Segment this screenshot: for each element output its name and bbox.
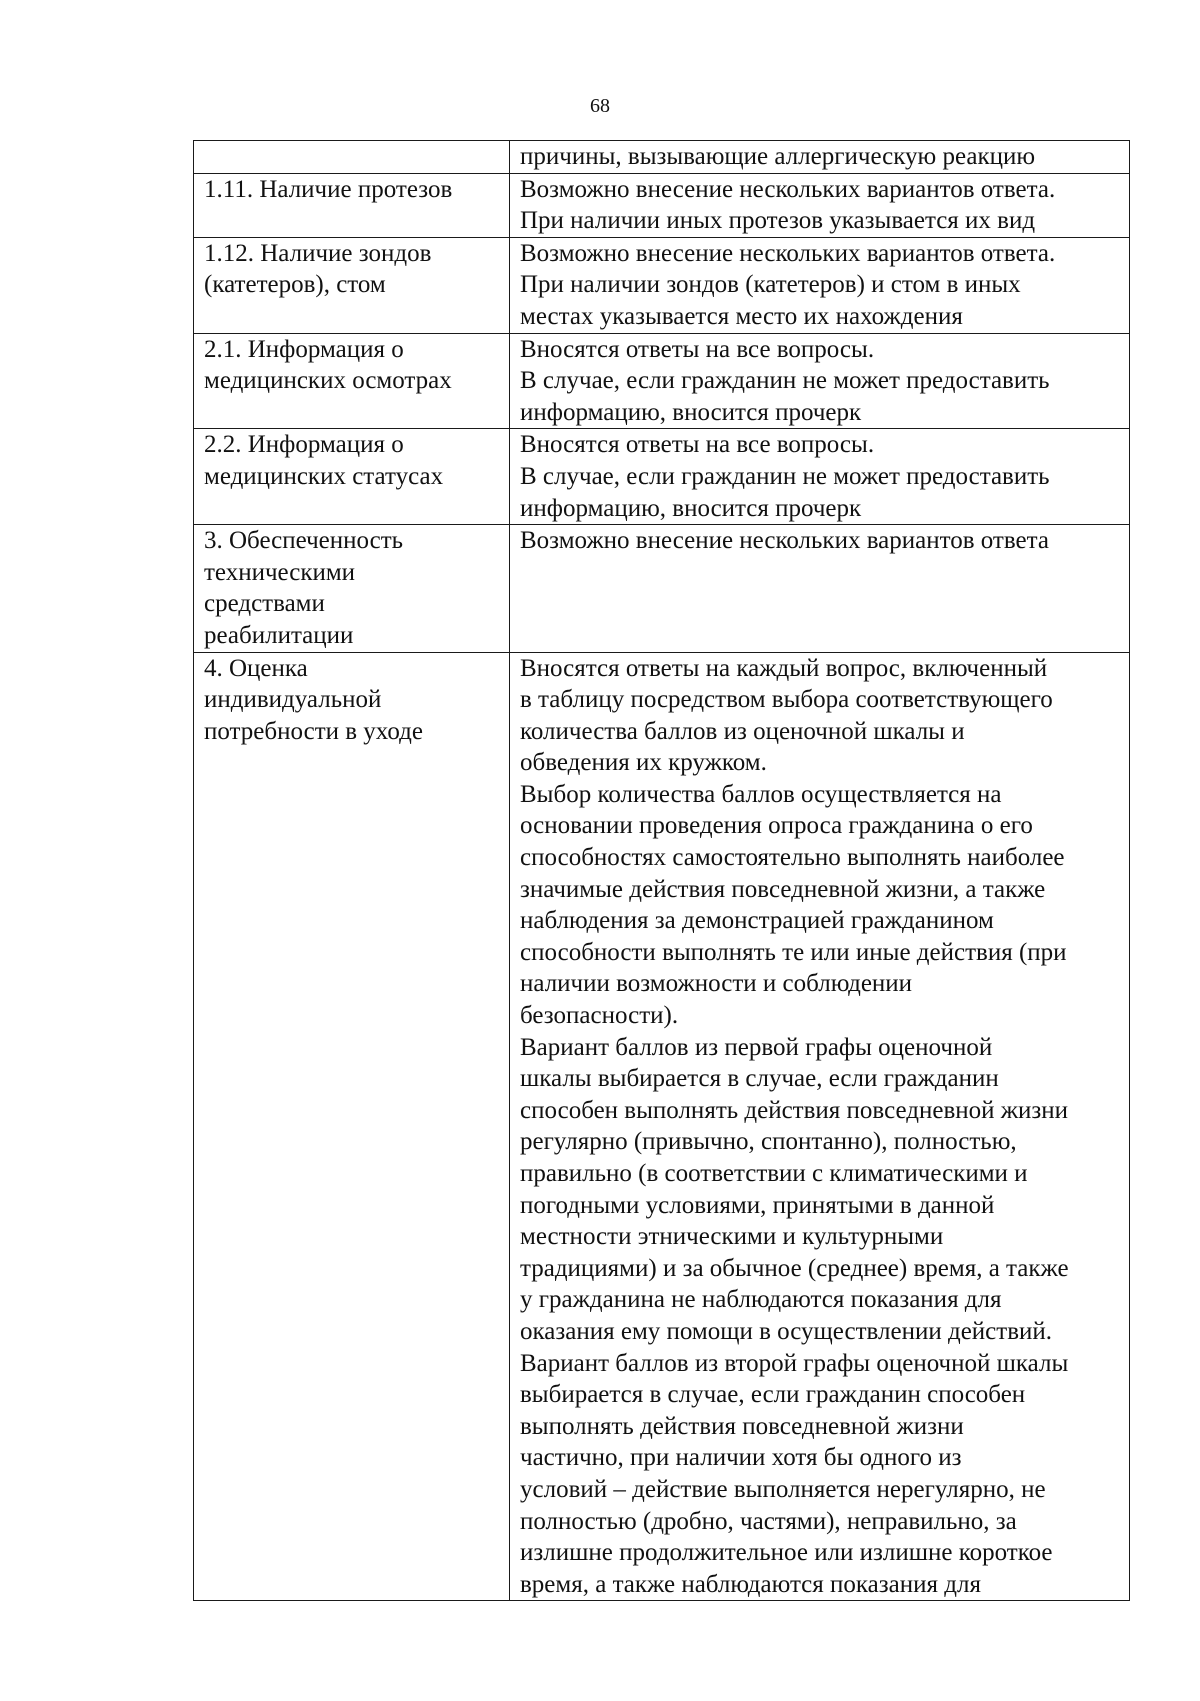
description-line: шкалы выбирается в случае, если гражданин [520,1065,999,1093]
description-line: Выбор количества баллов осуществляется на [520,780,1002,808]
description-line: Возможно внесение нескольких вариантов ответа. [520,239,1056,267]
parameter-line: (катетеров), стом [204,271,386,299]
description-line: При наличии зондов (катетеров) и стом в иных [520,271,1021,299]
description-line: наличии возможности и соблюдении [520,970,913,998]
parameter-line: средствами [204,590,325,618]
table-row [194,237,1130,333]
description-line: способен выполнять действия повседневной жизни [520,1096,1069,1124]
description-line: В случае, если гражданин не может предоставить [520,462,1050,490]
description-cell [510,237,1130,333]
description-line: время, а также наблюдаются показания для [520,1570,981,1598]
description-line: В случае, если гражданин не может предоставить [520,367,1050,395]
parameter-line: 2.2. Информация о [204,431,404,459]
description-line: основании проведения опроса гражданина о его [520,812,1033,840]
parameter-line: 2.1. Информация о [204,335,404,363]
description-line: в таблицу посредством выбора соответствующего [520,686,1053,714]
parameter-cell [194,333,510,429]
parameter-cell [194,173,510,237]
description-line: Возможно внесение нескольких вариантов ответа. [520,175,1056,203]
description-line: Вносятся ответы на каждый вопрос, включенный [520,654,1048,682]
description-cell [510,333,1130,429]
parameter-line: медицинских осмотрах [204,367,452,395]
page-number: 68 [590,95,610,117]
parameter-cell [194,141,510,174]
description-line: При наличии иных протезов указывается их вид [520,207,1036,235]
description-line: частично, при наличии хотя бы одного из [520,1444,962,1472]
description-line: выбирается в случае, если гражданин способен [520,1381,1026,1409]
description-line: Возможно внесение нескольких вариантов ответа [520,527,1049,555]
description-line: количества баллов из оценочной шкалы и [520,717,965,745]
table-body [194,141,1130,1601]
table-row [194,141,1130,174]
description-line: Вносятся ответы на все вопросы. [520,431,875,459]
description-cell [510,652,1130,1601]
description-line: способности выполнять те или иные действия (при [520,938,1067,966]
description-line: безопасности). [520,1002,679,1030]
instructions-table [193,140,1130,1601]
description-line: выполнять действия повседневной жизни [520,1412,964,1440]
description-line: способностях самостоятельно выполнять наиболее [520,844,1065,872]
parameter-line: медицинских статусах [204,462,444,490]
description-line: условий – действие выполняется нерегулярно, не [520,1475,1046,1503]
description-cell [510,141,1130,174]
parameter-line: 1.12. Наличие зондов [204,239,432,267]
parameter-line: техническими [204,558,356,586]
description-line: причины, вызывающие аллергическую реакцию [520,143,1036,170]
description-line: наблюдения за демонстрацией гражданином [520,907,994,935]
table-row [194,173,1130,237]
table-row [194,333,1130,429]
description-line: значимые действия повседневной жизни, а также [520,875,1046,903]
description-line: Вариант баллов из первой графы оценочной [520,1033,993,1061]
parameter-line: реабилитации [204,621,354,649]
table-row [194,652,1130,1601]
description-line: информацию, вносится прочерк [520,494,862,522]
description-cell [510,525,1130,652]
description-line: Вносятся ответы на все вопросы. [520,335,875,363]
parameter-cell [194,237,510,333]
description-line: Вариант баллов из второй графы оценочной шкалы [520,1349,1069,1377]
description-line: информацию, вносится прочерк [520,398,862,426]
parameter-line: 1.11. Наличие протезов [204,175,453,203]
description-line: обведения их кружком. [520,749,767,777]
description-line: местности этническими и культурными [520,1223,944,1251]
parameter-cell [194,525,510,652]
parameter-line: 4. Оценка [204,654,308,682]
table-row [194,429,1130,525]
description-line: погодными условиями, принятыми в данной [520,1191,995,1219]
description-line: полностью (дробно, частями), неправильно, за [520,1507,1017,1535]
description-line: местах указывается место их нахождения [520,302,963,330]
parameter-cell [194,429,510,525]
description-cell [510,173,1130,237]
description-line: оказания ему помощи в осуществлении действий. [520,1317,1053,1345]
description-line: традициями) и за обычное (среднее) время, а также [520,1254,1069,1282]
parameter-cell [194,652,510,1601]
description-line: излишне продолжительное или излишне короткое [520,1539,1053,1567]
table-row [194,525,1130,652]
parameter-line: потребности в уходе [204,717,423,745]
description-cell [510,429,1130,525]
description-line: правильно (в соответствии с климатическими и [520,1160,1028,1187]
parameter-line: 3. Обеспеченность [204,527,404,555]
description-line: регулярно (привычно, спонтанно), полностью, [520,1128,1017,1156]
description-line: у гражданина не наблюдаются показания для [520,1286,1002,1314]
parameter-line: индивидуальной [204,686,382,714]
